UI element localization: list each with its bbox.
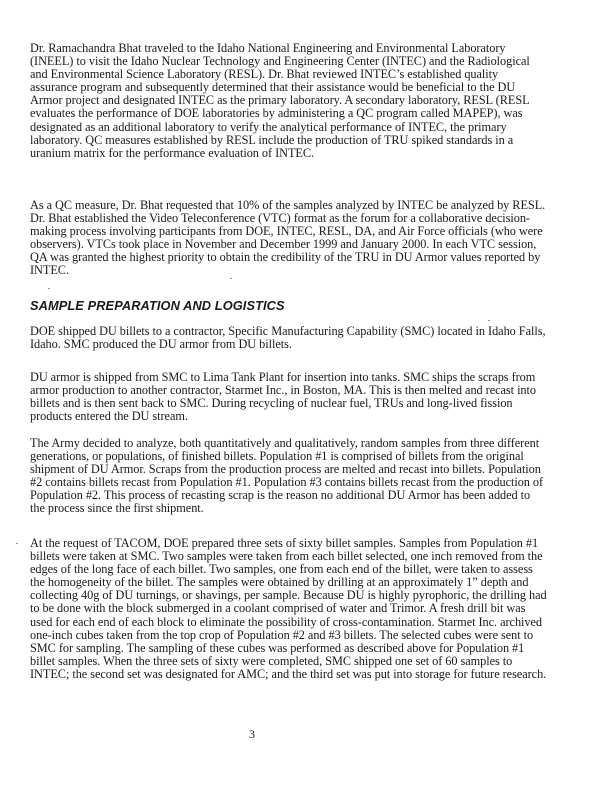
paragraph-intro-bhat-visit [30, 42, 590, 160]
text-line: evaluates the performance of DOE laboratories by administering a QC program called MAPEP), was [30, 106, 523, 121]
section-heading: SAMPLE PREPARATION AND LOGISTICS [30, 298, 285, 313]
text-line: generations, or populations, of finished billets. Population #1 is comprised of billets from the original [30, 449, 524, 464]
text-line: designated as an additional laboratory to verify the analytical performance of INTEC, the primary [30, 119, 507, 134]
text-line: making process involving participants from DOE, INTEC, RESL, DA, and Air Force officials (who were [30, 224, 543, 239]
text-line: collecting 40g of DU turnings, or shavings, per sample. Because DU is highly pyrophoric, the drilling had [30, 588, 547, 603]
text-line: laboratory. QC measures established by RESL include the production of TRU spiked standards in a [30, 132, 514, 147]
text-line: products entered the DU stream. [30, 409, 188, 424]
text-line: DU armor is shipped from SMC to Lima Tank Plant for insertion into tanks. SMC ships the scraps from [30, 370, 536, 384]
paragraph-army-populations [30, 437, 590, 516]
text-line: The Army decided to analyze, both quantitatively and qualitatively, random samples from three different [30, 436, 540, 450]
text-line: observers). VTCs took place in November and December 1999 and January 2000. In each VTC session, [30, 237, 537, 252]
text-line: used for each end of each block to eliminate the possibility of cross-contamination. Starmet Inc. archived [30, 614, 543, 629]
text-line: INTEC; the second set was designated for AMC; and the third set was put into storage for future research. [30, 666, 547, 681]
paragraph-doe-shipment [30, 325, 590, 351]
text-line: At the request of TACOM, DOE prepared three sets of sixty billet samples. Samples from Population #1 [30, 536, 539, 550]
text-line: billets and is then sent back to SMC. During recycling of nuclear fuel, TRUs and long-lived fission [30, 396, 513, 411]
text-line: armor production to another contractor, Starmet Inc., in Boston, MA. This is then melted and recast into [30, 383, 536, 398]
text-line: As a QC measure, Dr. Bhat requested that 10% of the samples analyzed by INTEC be analyzed by RESL. [30, 198, 546, 212]
text-line: Dr. Ramachandra Bhat traveled to the Idaho National Engineering and Environmental Laboratory [30, 41, 506, 55]
text-line: the process since the first shipment. [30, 501, 204, 516]
text-line: Armor project and designated INTEC as the primary laboratory. A secondary laboratory, RESL (RESL [30, 93, 530, 108]
text-line: assurance program and subsequently determined that their assistance would be beneficial to the DU [30, 80, 516, 95]
paragraph-qc-measure [30, 199, 590, 278]
text-line: billets were taken at SMC. Two samples were taken from each billet selected, one inch removed from the [30, 549, 543, 564]
text-line: and Environmental Science Laboratory (RESL). Dr. Bhat reviewed INTEC’s established quality [30, 67, 499, 82]
scan-speck [488, 320, 490, 321]
text-line: Idaho. SMC produced the DU armor from DU billets. [30, 337, 292, 352]
text-line: one-inch cubes taken from the top crop of Population #2 and #3 billets. The selected cubes were sent to [30, 627, 534, 642]
text-line: #2 contains billets recast from Population #1. Population #3 contains billets recast from the production of [30, 475, 544, 490]
text-line: to be done with the block submerged in a coolant comprised of water and Trimor. A fresh drill bit was [30, 601, 526, 616]
text-line: Population #2. This process of recasting scrap is the reason no additional DU Armor has been added to [30, 488, 531, 503]
scan-speck [48, 288, 50, 289]
scan-speck [16, 543, 18, 544]
page-number: 3 [249, 727, 255, 741]
paragraph-tacom-samples [30, 537, 590, 681]
text-line: DOE shipped DU billets to a contractor, Specific Manufacturing Capability (SMC) located in Idaho Falls, [30, 324, 546, 338]
text-line: INTEC. [30, 263, 69, 278]
text-line: shipment of DU Armor. Scraps from the production process are melted and recast into billets. Population [30, 462, 541, 477]
text-line: (INEEL) to visit the Idaho Nuclear Technology and Engineering Center (INTEC) and the Radiological [30, 54, 530, 69]
text-line: uranium matrix for the performance evaluation of INTEC. [30, 145, 315, 160]
text-line: edges of the long face of each billet. Two samples, one from each end of the billet, were taken to assess [30, 562, 533, 577]
paragraph-du-armor-shipping [30, 371, 590, 423]
scan-speck [230, 278, 232, 279]
text-line: Dr. Bhat established the Video Teleconference (VTC) format as the forum for a collaborative decision- [30, 211, 530, 226]
text-line: SMC for sampling. The sampling of these cubes was performed as described above for Population #1 [30, 640, 525, 655]
text-line: billet samples. When the three sets of sixty were completed, SMC shipped one set of 60 samples to [30, 653, 513, 668]
text-line: the homogeneity of the billet. The samples were obtained by drilling at an approximately 1” depth and [30, 575, 529, 590]
text-line: QA was granted the highest priority to obtain the credibility of the TRU in DU Armor values reported by [30, 250, 541, 265]
